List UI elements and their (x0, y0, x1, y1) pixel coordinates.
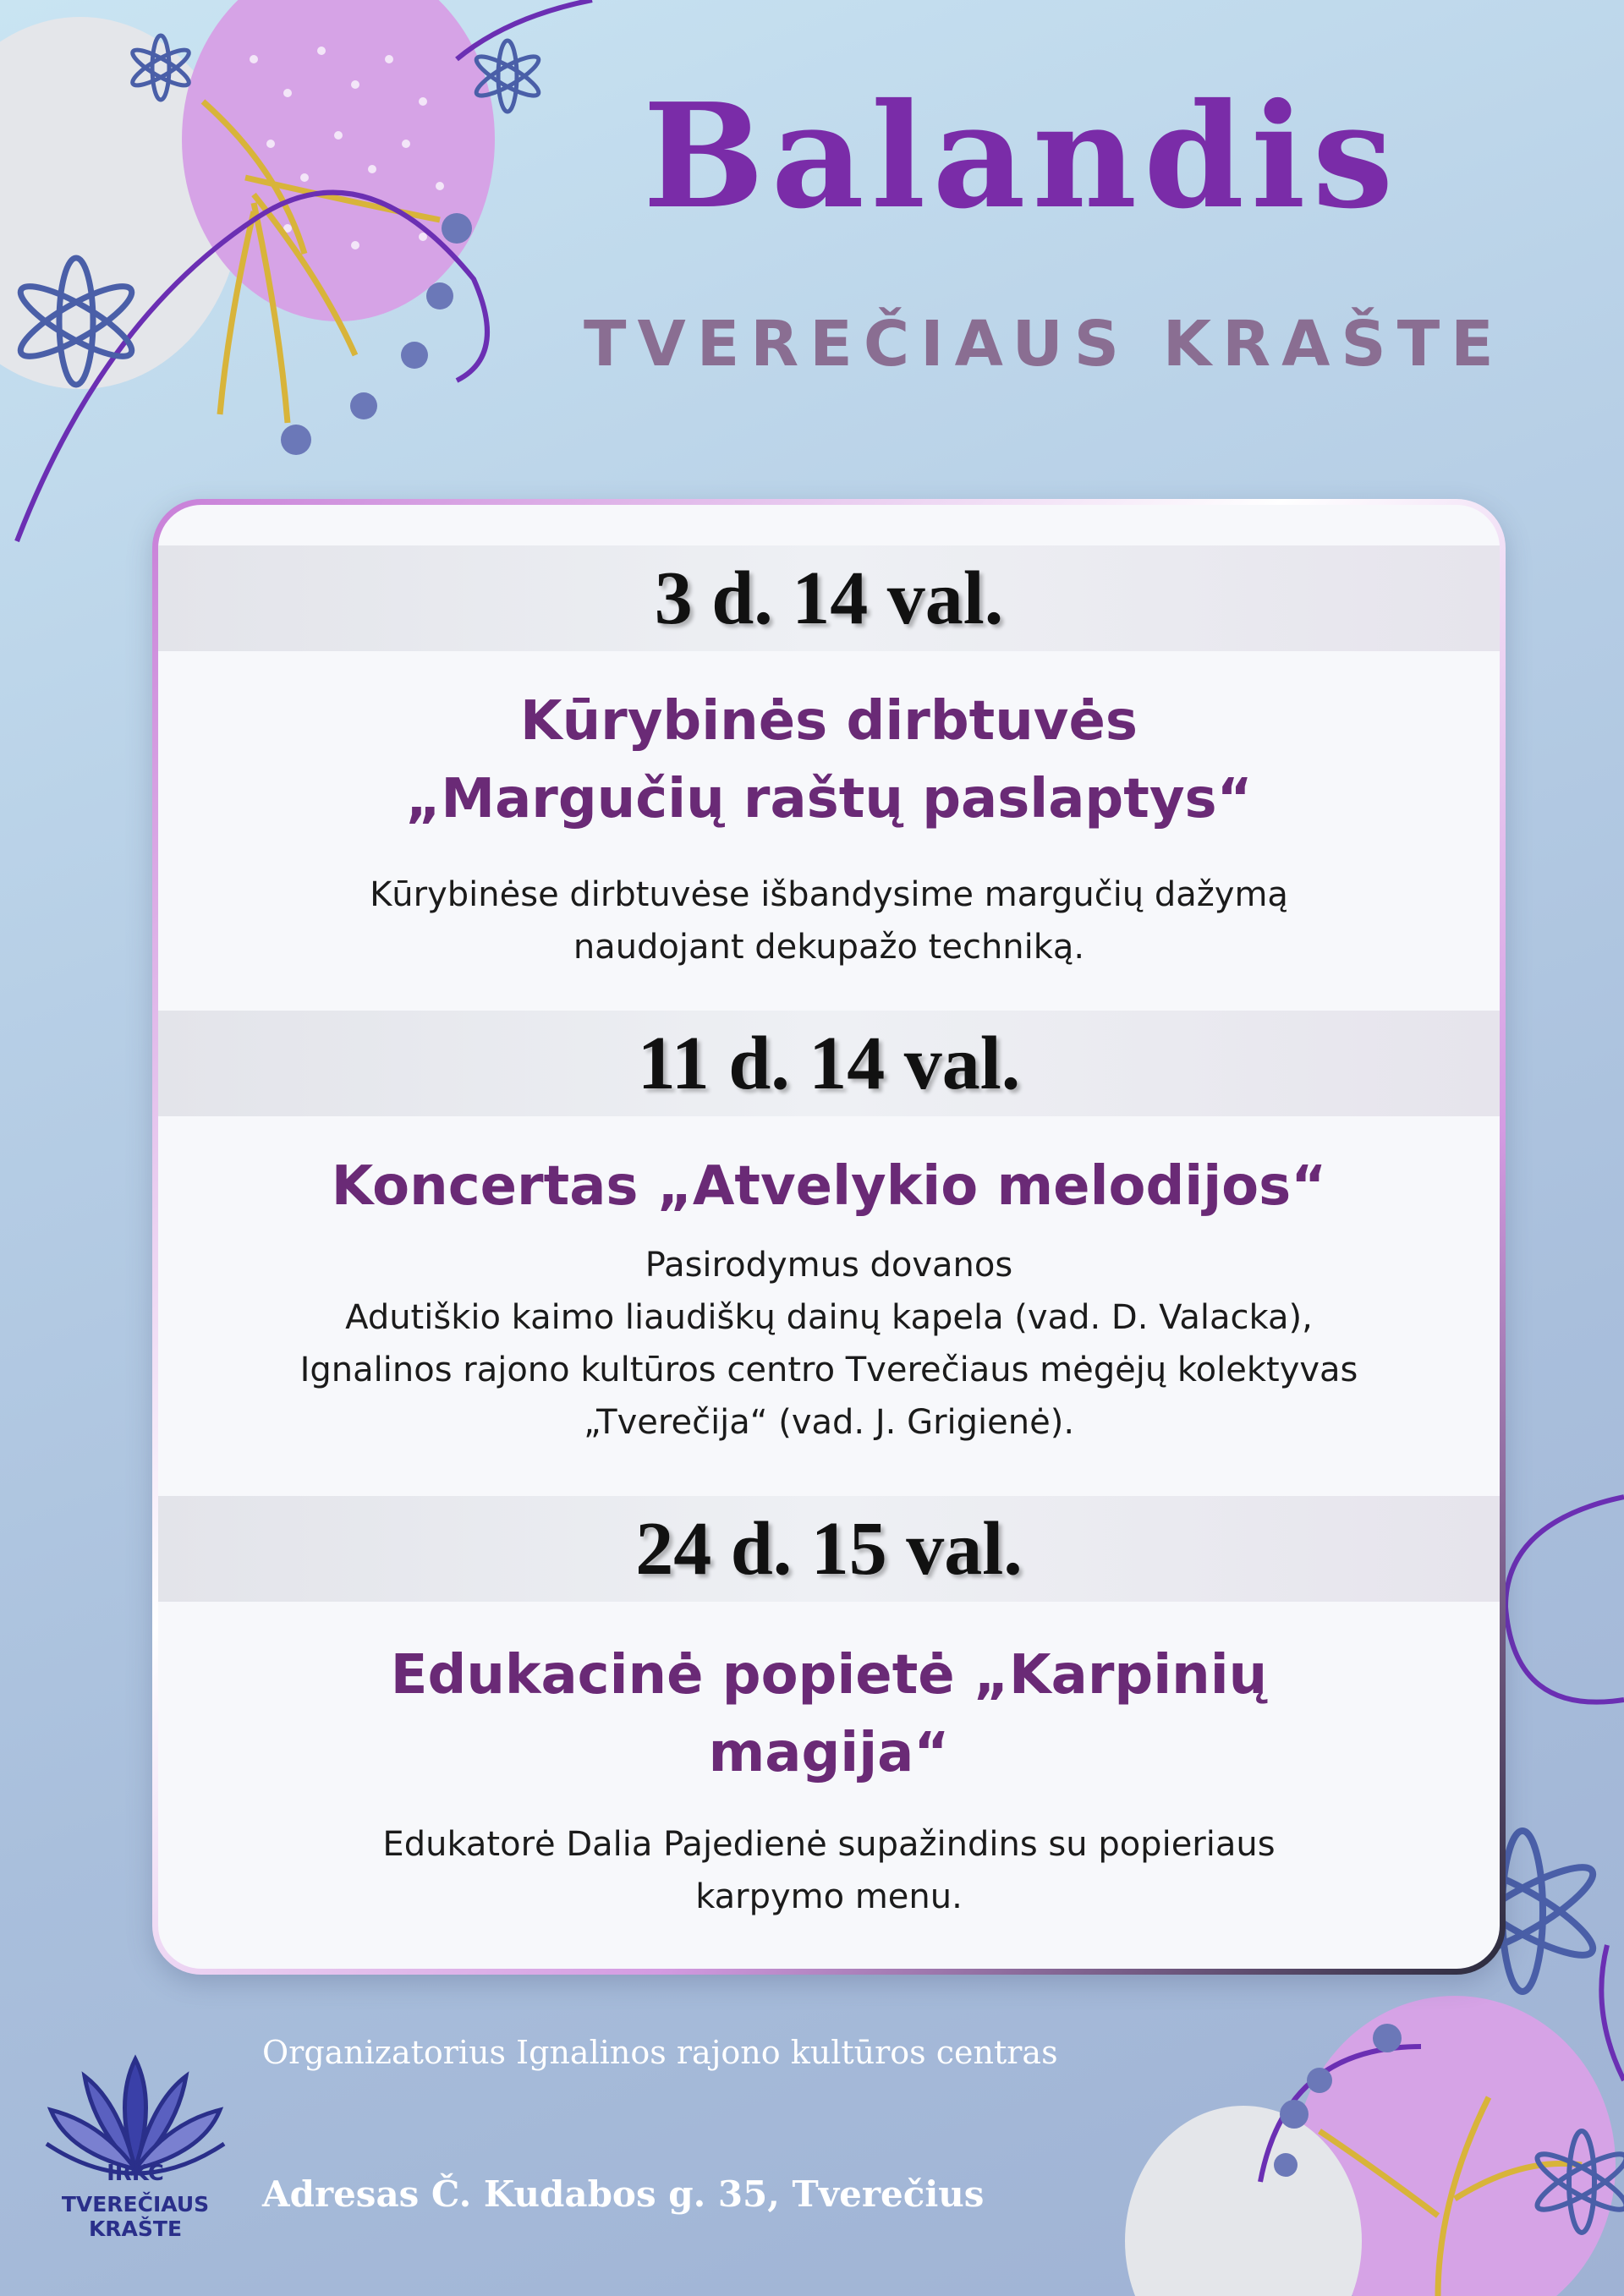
purple-swirl-right (1506, 1497, 1624, 1702)
event-2-description-line-1: Pasirodymus dovanos (645, 1246, 1013, 1285)
events-card (152, 499, 1506, 1975)
page-title: Balandis (643, 72, 1401, 241)
logo-text-line-2: TVEREČIAUS KRAŠTE (61, 2192, 210, 2241)
logo-text-line-1: IRKC (107, 2161, 164, 2186)
purple-line-bottom (1601, 1945, 1624, 2080)
purple-line-top (457, 0, 592, 59)
event-3-description-line-2: karpymo menu. (695, 1877, 963, 1916)
event-2-title (192, 1148, 1466, 1225)
event-1-datetime: 3 d. 14 val. (158, 545, 1500, 651)
event-3-title (192, 1636, 1466, 1792)
event-3-description-line-1: Edukatorė Dalia Pajedienė supažindins su popieriaus (382, 1825, 1276, 1864)
event-3-description (192, 1818, 1466, 1923)
event-2-description-line-2: Adutiškio kaimo liaudiškų dainų kapela (vad. D. Valacka), (345, 1298, 1313, 1337)
event-2-title-line-1: Koncertas „Atvelykio melodijos“ (331, 1155, 1327, 1218)
page-subtitle: TVEREČIAUS KRAŠTE (584, 308, 1505, 381)
event-1-description-line-2: naudojant dekupažo techniką. (573, 928, 1085, 967)
organizer-text: Organizatorius Ignalinos rajono kultūros centras (262, 2034, 1058, 2071)
event-1-title-line-1: Kūrybinės dirbtuvės (519, 690, 1138, 753)
event-1-description-line-1: Kūrybinėse dirbtuvėse išbandysime margučių dažymą (370, 875, 1288, 914)
event-1-title-line-2: „Margučių raštų paslaptys“ (405, 768, 1253, 830)
event-2-description (192, 1239, 1466, 1449)
event-2-datetime: 11 d. 14 val. (158, 1011, 1500, 1116)
event-3-datetime: 24 d. 15 val. (158, 1496, 1500, 1602)
event-1-description (192, 869, 1466, 973)
event-2-description-line-3: Ignalinos rajono kultūros centro Tverečiaus mėgėjų kolektyvas (299, 1351, 1358, 1389)
event-3-title-line-1: Edukacinė popietė „Karpinių (390, 1644, 1268, 1707)
event-1-title (192, 682, 1466, 838)
address-text: Adresas Č. Kudabos g. 35, Tverečius (262, 2173, 985, 2215)
event-2-description-line-4: „Tverečija“ (vad. J. Grigienė). (583, 1403, 1075, 1442)
event-3-title-line-2: magija“ (708, 1722, 950, 1784)
